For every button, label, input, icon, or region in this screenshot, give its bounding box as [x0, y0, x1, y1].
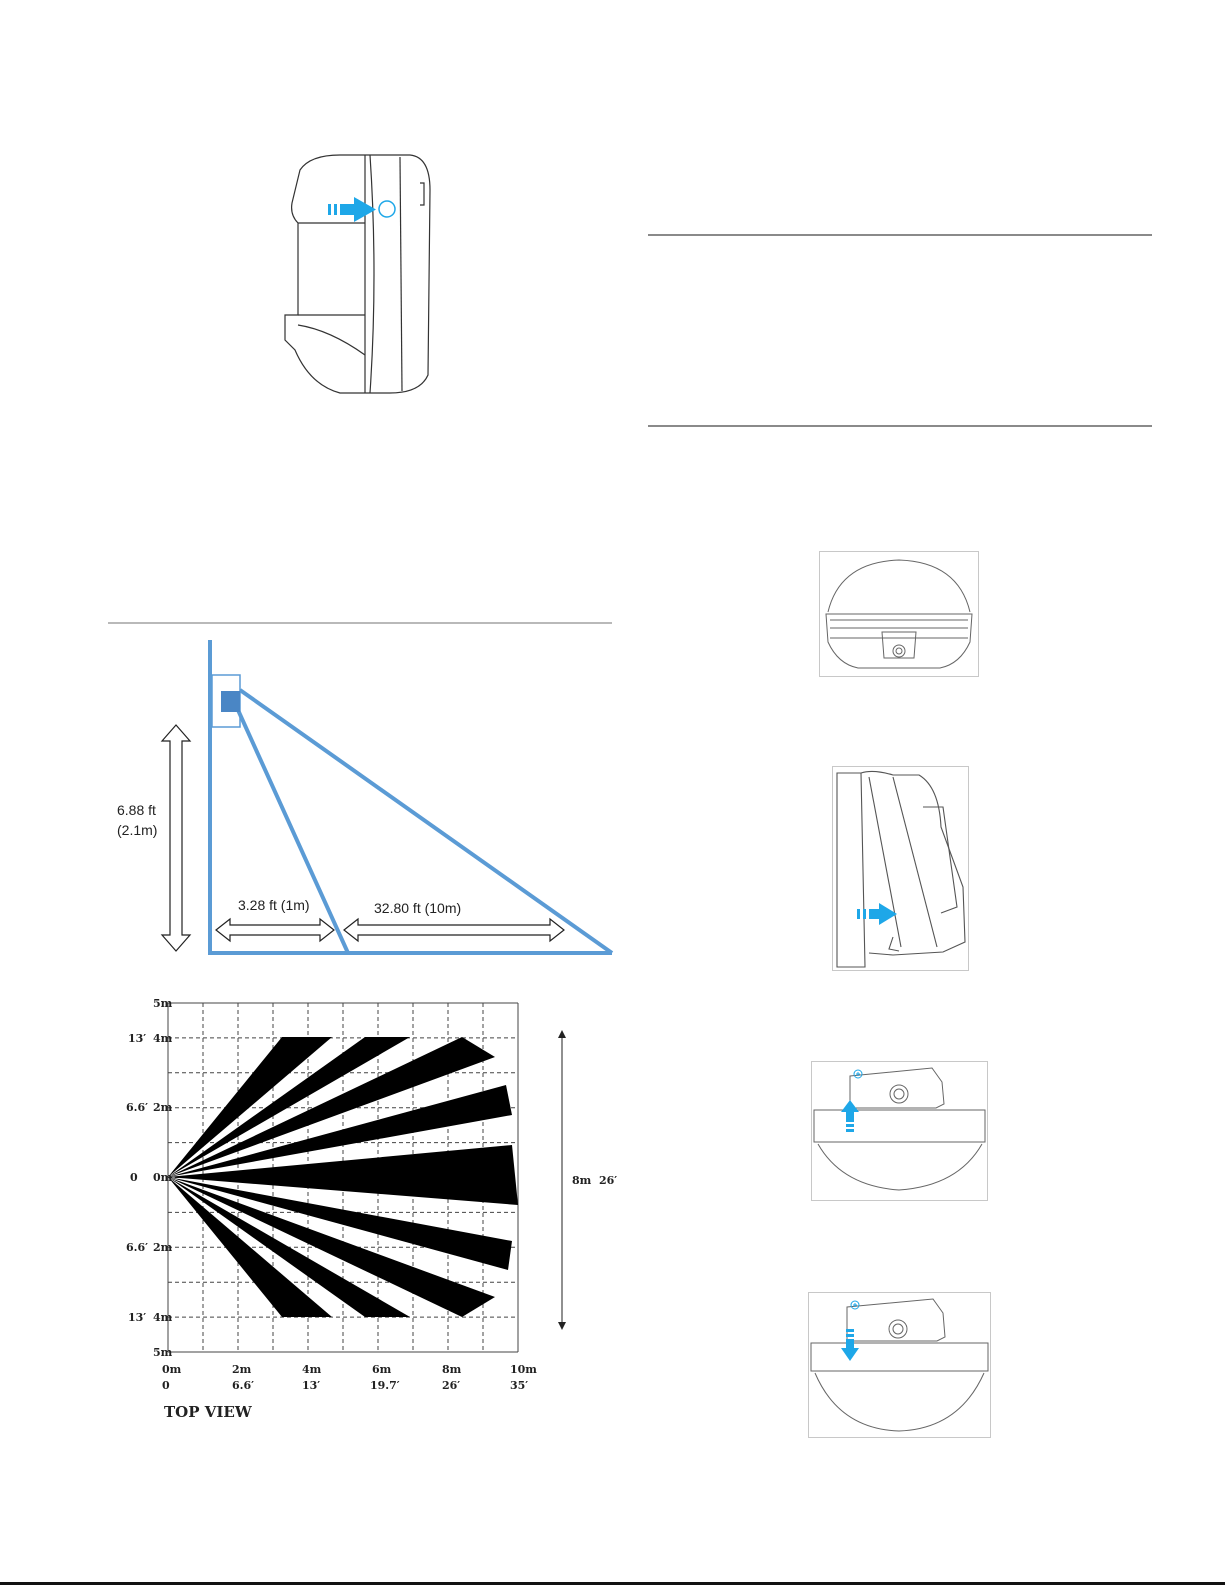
y-label-ft-6-6-bottom: 6.6′	[126, 1241, 149, 1254]
x-label-0m: 0m	[162, 1363, 182, 1376]
y-label-2m-top: 2m	[153, 1101, 173, 1114]
x-label-ft-19-7: 19.7′	[370, 1379, 400, 1392]
top-view-coverage-diagram	[120, 995, 620, 1430]
x-label-ft-0: 0	[162, 1379, 170, 1392]
y-label-ft-0: 0	[130, 1171, 138, 1184]
y-label-5m-top: 5m	[153, 997, 173, 1010]
x-label-ft-6-6: 6.6′	[232, 1379, 255, 1392]
y-label-0m: 0m	[153, 1171, 173, 1184]
y-label-5m-bottom: 5m	[153, 1346, 173, 1359]
detector-front-illustration	[270, 145, 440, 400]
y-label-2m-bottom: 2m	[153, 1241, 173, 1254]
side-view-coverage-diagram	[108, 635, 618, 965]
y-label-ft-13-bottom: 13′	[128, 1311, 147, 1324]
x-label-10m: 10m	[510, 1363, 537, 1376]
x-label-4m: 4m	[302, 1363, 322, 1376]
coverage-width-dimension	[550, 1030, 620, 1330]
y-label-ft-13-top: 13′	[128, 1032, 147, 1045]
divider-rule	[648, 234, 1152, 236]
height-label-m: (2.1m)	[117, 822, 158, 838]
top-view-title: TOP VIEW	[164, 1403, 252, 1421]
bracket-remove-down-thumbnail	[808, 1292, 991, 1438]
x-label-ft-35: 35′	[510, 1379, 529, 1392]
height-label-ft: 6.88 ft	[117, 802, 156, 818]
far-distance-label: 32.80 ft (10m)	[374, 900, 462, 916]
detector-side-thumbnail	[832, 766, 969, 971]
y-label-4m-top: 4m	[153, 1032, 173, 1045]
x-label-ft-13: 13′	[302, 1379, 321, 1392]
sensor-marker	[221, 691, 240, 712]
y-label-4m-bottom: 4m	[153, 1311, 173, 1324]
x-label-8m: 8m	[442, 1363, 462, 1376]
x-label-6m: 6m	[372, 1363, 392, 1376]
x-label-ft-26: 26′	[442, 1379, 461, 1392]
divider-rule	[648, 425, 1152, 427]
detector-bottom-thumbnail	[819, 551, 979, 677]
x-label-2m: 2m	[232, 1363, 252, 1376]
y-label-ft-6-6-top: 6.6′	[126, 1101, 149, 1114]
width-label: 8m 26′	[572, 1174, 618, 1187]
bracket-install-up-thumbnail	[811, 1061, 988, 1201]
near-distance-label: 3.28 ft (1m)	[238, 897, 310, 913]
divider-rule	[108, 622, 612, 624]
